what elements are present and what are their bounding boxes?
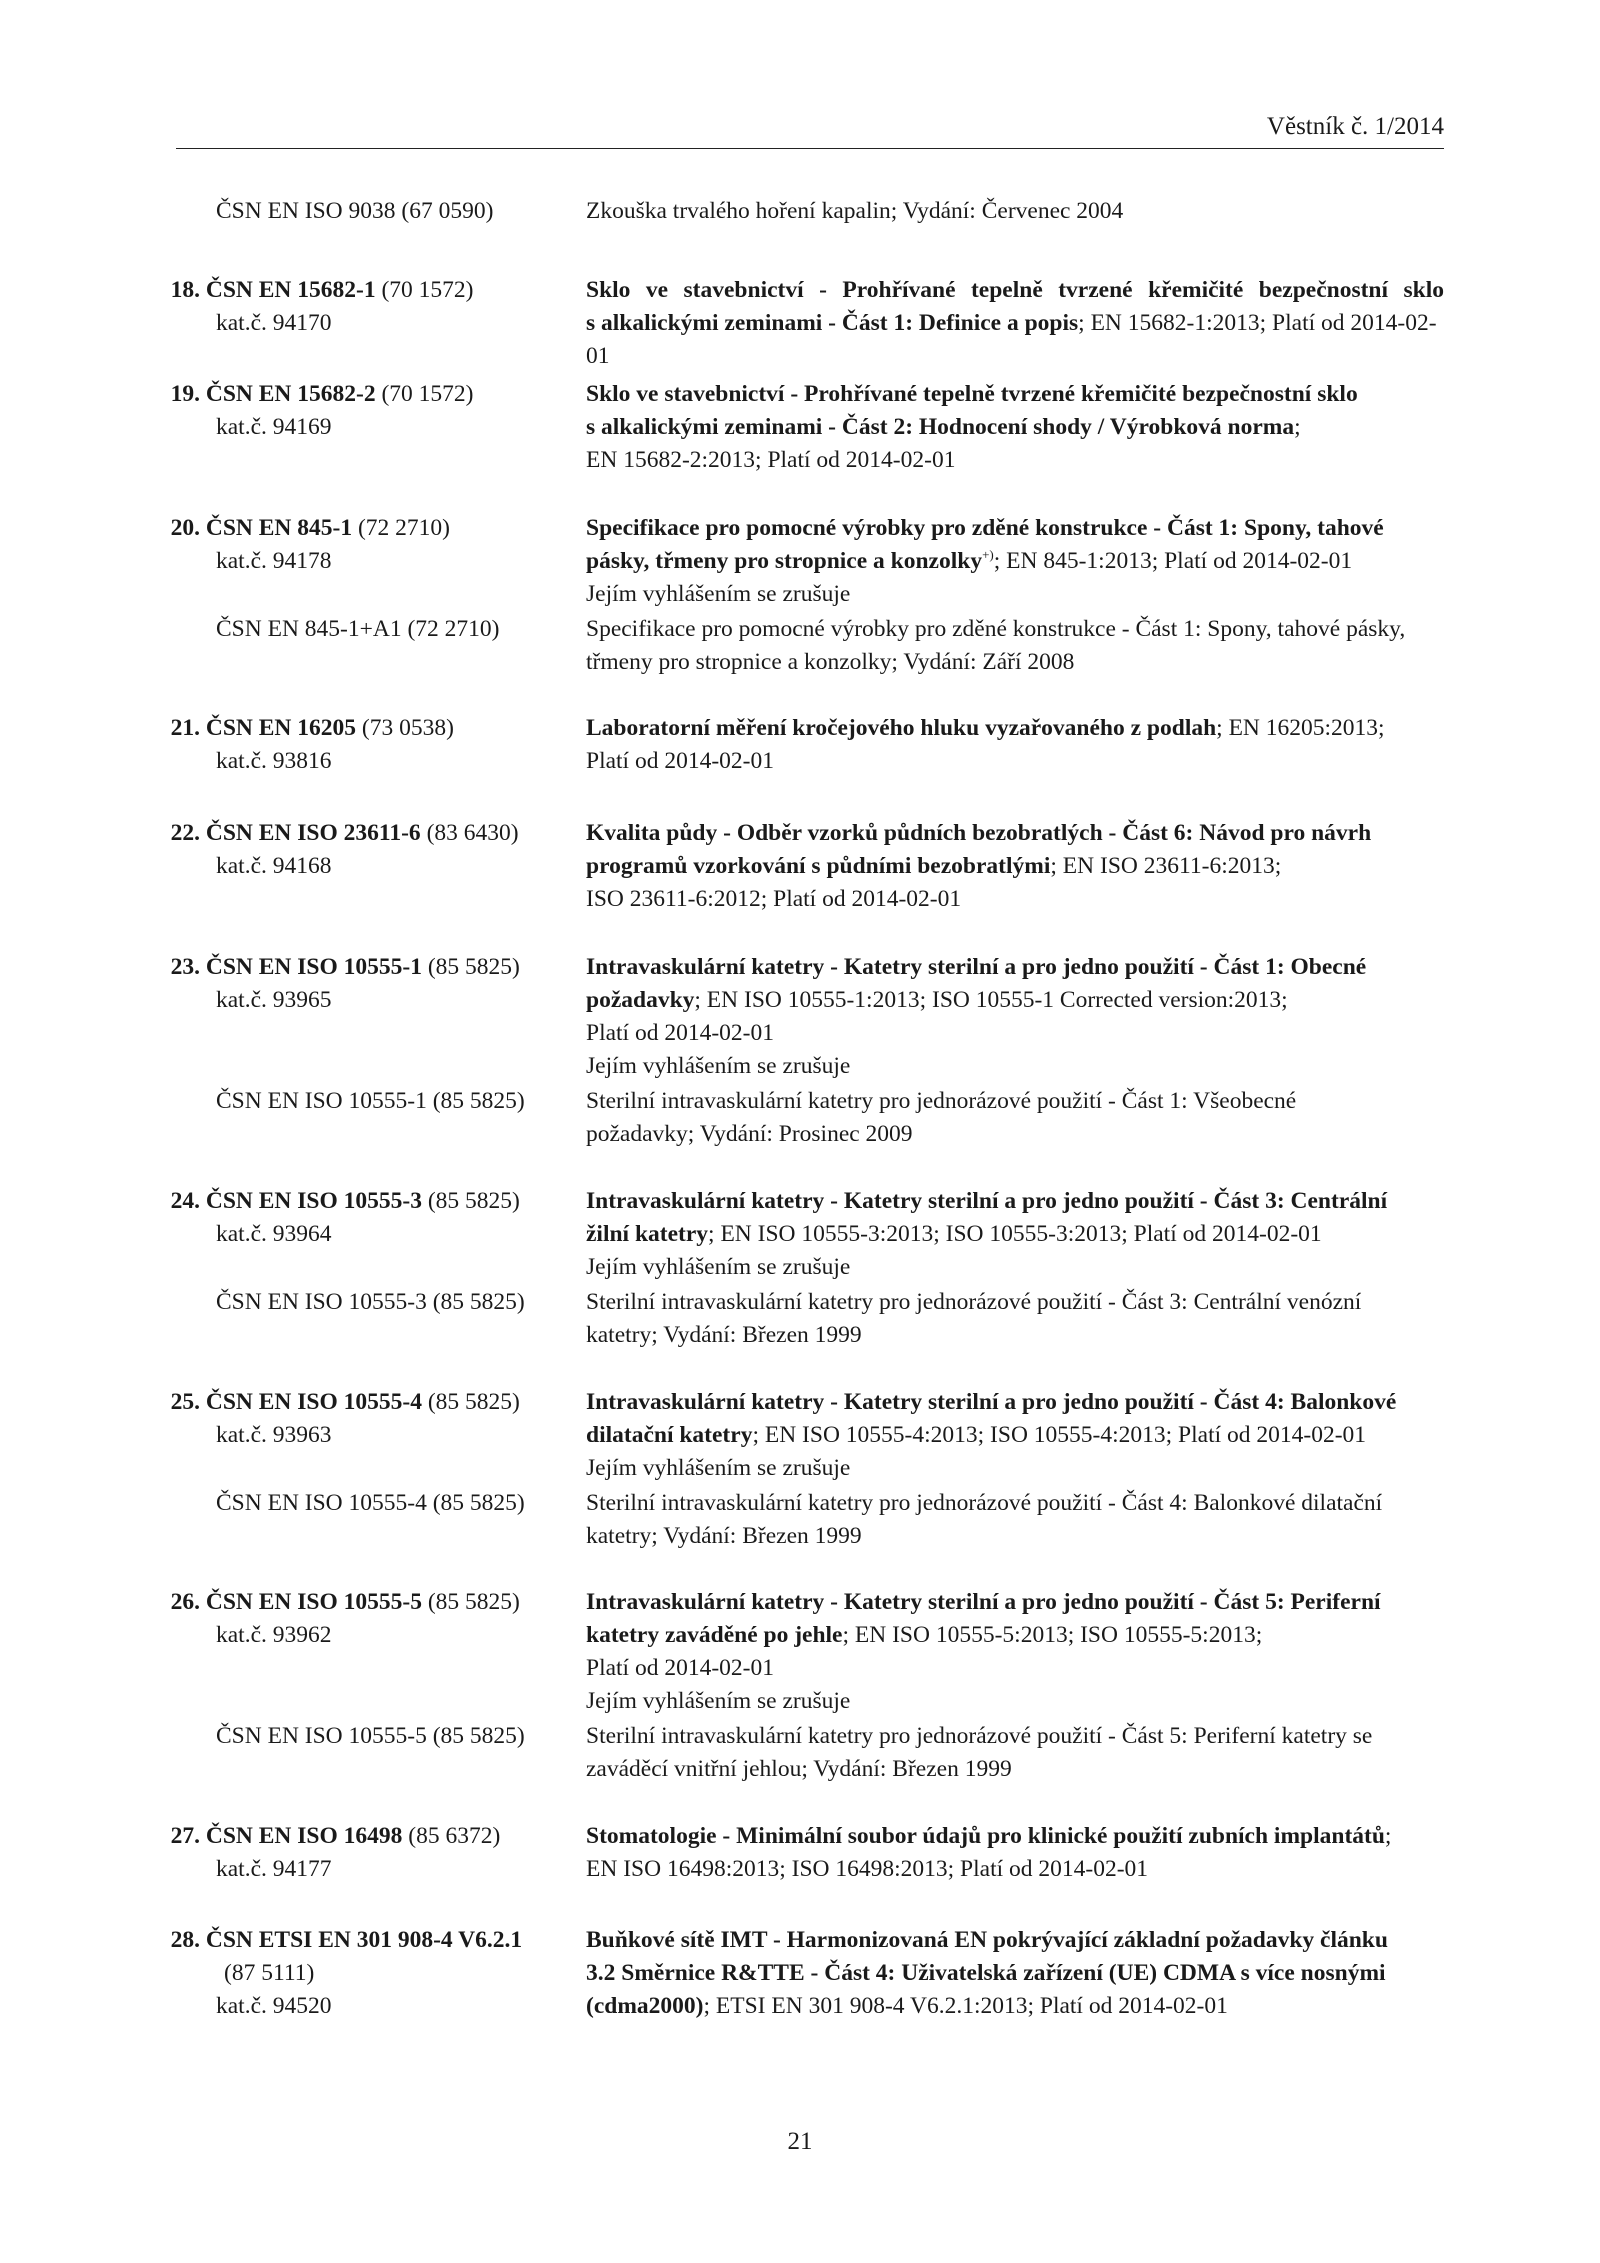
item-number: 18. — [170, 277, 200, 303]
old-standard-title: Sterilní intravaskulární katetry pro jednorázové použití - Část 1: Všeobecné požadavky; Vydání: Prosinec 2009 — [586, 1088, 1297, 1147]
item-number: 23. — [170, 954, 200, 980]
catalog-number: kat.č. 94177 — [216, 1856, 332, 1882]
standard-title: Intravaskulární katetry - Katetry sterilní a pro jedno použití - Část 3: Centrální žilní katetry; EN ISO 10555-3:2013; ISO 10555-3:2013; Platí od 2014-02-01 Jejím vyhlášením se zrušuje — [586, 1185, 1444, 1284]
old-standard-title: Sterilní intravaskulární katetry pro jednorázové použití - Část 3: Centrální venózní katetry; Vydání: Březen 1999 — [586, 1289, 1362, 1348]
catalog-number: kat.č. 93964 — [216, 1221, 332, 1247]
old-standard-title: Specifikace pro pomocné výrobky pro zděné konstrukce - Část 1: Spony, tahové pásky, třmeny pro stropnice a konzolky; Vydání: Září 2008 — [586, 616, 1406, 675]
standard-title: Specifikace pro pomocné výrobky pro zděné konstrukce - Část 1: Spony, tahové pásky, třmeny pro stropnice a konzolky+); EN 845-1:2013; Platí od 2014-02-01 Jejím vyhlášením se zrušuje — [586, 512, 1444, 611]
item-number: 25. — [170, 1389, 200, 1415]
standard-title: Stomatologie - Minimální soubor údajů pro klinické použití zubních implantátů; EN ISO 16498:2013; ISO 16498:2013; Platí od 2014-02-01 — [586, 1823, 1392, 1882]
item-number: 21. — [170, 715, 200, 741]
standard-title: Kvalita půdy - Odběr vzorků půdních bezobratlých - Část 6: Návod pro návrh programů vzorkování s půdními bezobratlými; EN ISO 23611-6:2013; ISO 23611-6:2012; Platí od 2014-02-01 — [586, 820, 1372, 912]
catalog-number: kat.č. 93962 — [216, 1622, 332, 1648]
standard-title: Laboratorní měření kročejového hluku vyzařovaného z podlah; EN 16205:2013; Platí od 2014-02-01 — [586, 715, 1385, 774]
old-standard-code: ČSN EN ISO 10555-3 (85 5825) — [216, 1289, 525, 1315]
standard-code: 23. ČSN EN ISO 10555-1 (85 5825) kat.č. 93965 — [176, 951, 576, 1017]
standard-code: 21. ČSN EN 16205 (73 0538) kat.č. 93816 — [176, 712, 576, 778]
header-title: Věstník č. 1/2014 — [1266, 113, 1444, 140]
standard-code: 27. ČSN EN ISO 16498 (85 6372) kat.č. 94177 — [176, 1820, 576, 1886]
old-standard-code: ČSN EN ISO 10555-5 (85 5825) — [216, 1723, 525, 1749]
replaces-note: Jejím vyhlášením se zrušuje — [586, 581, 851, 607]
catalog-number: kat.č. 94178 — [216, 548, 332, 574]
standard-title: Sklo ve stavebnictví - Prohřívané tepelně tvrzené křemičité bezpečnostní sklo s alkalickými zeminami - Část 2: Hodnocení shody / Výrobková norma; EN 15682-2:2013; Platí od 2014-02-01 — [586, 381, 1358, 473]
item-number: 22. — [170, 820, 200, 846]
standard-code: 25. ČSN EN ISO 10555-4 (85 5825) kat.č. 93963 — [176, 1386, 576, 1452]
replaces-note: Jejím vyhlášením se zrušuje — [586, 1688, 851, 1714]
item-number: 28. — [170, 1927, 200, 1953]
old-standard-code: ČSN EN 845-1+A1 (72 2710) — [216, 616, 500, 642]
catalog-number: kat.č. 93965 — [216, 987, 332, 1013]
catalog-number: kat.č. 94169 — [216, 414, 332, 440]
catalog-number: kat.č. 93816 — [216, 748, 332, 774]
standard-code: 28. ČSN ETSI EN 301 908-4 V6.2.1 (87 5111) kat.č. 94520 — [176, 1924, 576, 2023]
old-standard-title: Sterilní intravaskulární katetry pro jednorázové použití - Část 4: Balonkové dilatační katetry; Vydání: Březen 1999 — [586, 1490, 1383, 1549]
old-standard-code: ČSN EN ISO 10555-4 (85 5825) — [216, 1490, 525, 1516]
item-number: 24. — [170, 1188, 200, 1214]
item-number: 26. — [170, 1589, 200, 1615]
catalog-number: kat.č. 93963 — [216, 1422, 332, 1448]
replaces-note: Jejím vyhlášením se zrušuje — [586, 1254, 851, 1280]
old-standard-code: ČSN EN ISO 9038 (67 0590) — [216, 198, 494, 224]
standard-title: Intravaskulární katetry - Katetry sterilní a pro jedno použití - Část 5: Periferní katetry zaváděné po jehle; EN ISO 10555-5:2013; ISO 10555-5:2013; Platí od 2014-02-01 Jejím vyhlášením se zrušuje — [586, 1586, 1444, 1718]
catalog-number: kat.č. 94168 — [216, 853, 332, 879]
standard-code: 24. ČSN EN ISO 10555-3 (85 5825) kat.č. 93964 — [176, 1185, 576, 1251]
standard-code: 20. ČSN EN 845-1 (72 2710) kat.č. 94178 — [176, 512, 576, 578]
catalog-number: kat.č. 94170 — [216, 310, 332, 336]
catalog-number: kat.č. 94520 — [216, 1993, 332, 2019]
replaces-note: Jejím vyhlášením se zrušuje — [586, 1455, 851, 1481]
item-number: 20. — [170, 515, 200, 541]
replaces-note: Jejím vyhlášením se zrušuje — [586, 1053, 851, 1079]
standard-title: Sklo ve stavebnictví - Prohřívané tepelně tvrzené křemičité bezpečnostní sklo s alkalickými zeminami - Část 1: Definice a popis; EN 15682-1:2013; Platí od 2014-02-01 — [586, 277, 1444, 369]
item-number: 27. — [170, 1823, 200, 1849]
standard-title: Buňkové sítě IMT - Harmonizovaná EN pokrývající základní požadavky článku 3.2 Směrnice R&TTE - Část 4: Uživatelská zařízení (UE) CDMA s více nosnými (cdma2000); ETSI EN 301 908-4 V6.2.1:2013; Platí od 2014-02-01 — [586, 1927, 1388, 2019]
page-number: 21 — [787, 2128, 813, 2155]
old-standard-title: Zkouška trvalého hoření kapalin; Vydání: Červenec 2004 — [586, 198, 1124, 224]
standard-code: 26. ČSN EN ISO 10555-5 (85 5825) kat.č. 93962 — [176, 1586, 576, 1652]
standard-title: Intravaskulární katetry - Katetry sterilní a pro jedno použití - Část 4: Balonkové dilatační katetry; EN ISO 10555-4:2013; ISO 10555-4:2013; Platí od 2014-02-01 Jejím vyhlášením se zrušuje — [586, 1386, 1444, 1485]
standard-code: 18. ČSN EN 15682-1 (70 1572) kat.č. 94170 — [176, 274, 576, 340]
old-standard-code: ČSN EN ISO 10555-1 (85 5825) — [216, 1088, 525, 1114]
standard-code: 19. ČSN EN 15682-2 (70 1572) kat.č. 94169 — [176, 378, 576, 444]
standard-title: Intravaskulární katetry - Katetry sterilní a pro jedno použití - Část 1: Obecné požadavky; EN ISO 10555-1:2013; ISO 10555-1 Corrected version:2013; Platí od 2014-02-01 Jejím vyhlášením se zrušuje — [586, 951, 1444, 1083]
old-standard-title: Sterilní intravaskulární katetry pro jednorázové použití - Část 5: Periferní katetry se zaváděcí vnitřní jehlou; Vydání: Březen 1999 — [586, 1723, 1373, 1782]
item-number: 19. — [170, 381, 200, 407]
page-header — [176, 108, 1444, 149]
standard-code: 22. ČSN EN ISO 23611-6 (83 6430) kat.č. 94168 — [176, 817, 576, 883]
